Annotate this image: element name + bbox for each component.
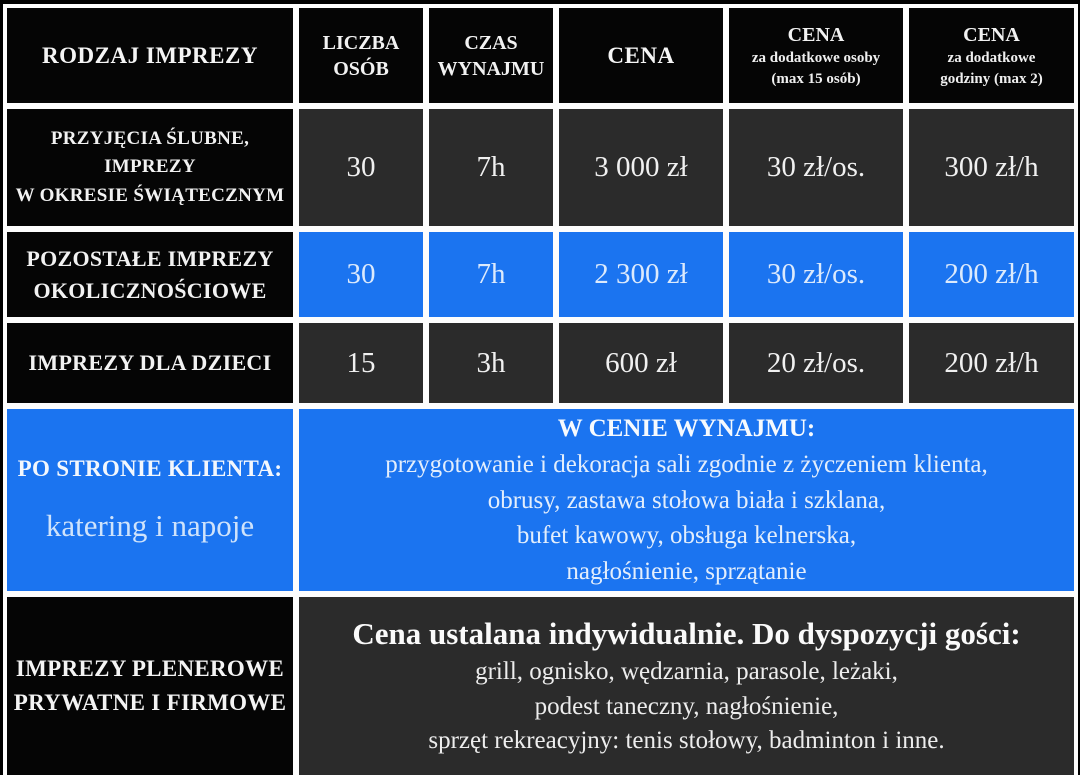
outdoor-content-line: podest taneczny, nagłośnienie, — [534, 692, 839, 720]
cell-value: 15 — [346, 346, 376, 379]
cell-cena — [559, 109, 723, 226]
header-label: CENA — [607, 42, 675, 68]
cell-value: 30 — [346, 258, 376, 290]
header-cell-liczba-osob — [299, 8, 423, 103]
client-content-title: W CENIE WYNAJMU: — [557, 414, 816, 442]
row-label-line: OKOLICZNOŚCIOWE — [33, 277, 267, 303]
price-table — [7, 8, 1074, 775]
cell-cena-dodatkowe-osoby — [729, 323, 903, 403]
cell-value: 300 zł/h — [944, 151, 1039, 183]
header-sublabel: za dodatkowe — [947, 50, 1036, 67]
cell-value: 3h — [476, 346, 506, 379]
cell-value: 3 000 zł — [594, 151, 688, 183]
client-section-content — [299, 409, 1074, 591]
client-label-title: PO STRONIE KLIENTA: — [17, 456, 283, 481]
cell-cena-dodatkowe-godziny — [909, 323, 1074, 403]
header-cell-cena-dodatkowe-godziny — [909, 8, 1074, 103]
row-label-line: IMPREZY — [104, 156, 196, 178]
client-content-line: bufet kawowy, obsługa kelnerska, — [516, 522, 857, 550]
cell-liczba-osob — [299, 109, 423, 226]
outdoor-label-line: PRYWATNE I FIRMOWE — [13, 690, 287, 715]
client-content-line: obrusy, zastawa stołowa biała i szklana, — [487, 486, 886, 514]
header-sublabel: (max 15 osób) — [771, 70, 861, 87]
header-label: CENA — [787, 24, 845, 47]
table-frame — [3, 4, 1078, 775]
cell-value: 600 zł — [605, 346, 677, 379]
cell-czas-wynajmu — [429, 109, 553, 226]
cell-cena — [559, 323, 723, 403]
cell-value: 200 zł/h — [944, 258, 1039, 290]
cell-liczba-osob — [299, 232, 423, 317]
outdoor-content-title: Cena ustalana indywidualnie. Do dyspozycji gości: — [352, 616, 1021, 652]
cell-czas-wynajmu — [429, 323, 553, 403]
outdoor-section-content — [299, 597, 1074, 775]
header-label: RODZAJ IMPREZY — [42, 42, 258, 68]
cell-cena-dodatkowe-osoby — [729, 109, 903, 226]
cell-value: 7h — [476, 151, 506, 183]
row-label-przyjecia-slubne — [7, 109, 293, 226]
row-label-imprezy-dla-dzieci — [7, 323, 293, 403]
header-cell-czas-wynajmu — [429, 8, 553, 103]
cell-value: 30 zł/os. — [766, 258, 866, 290]
cell-value: 30 zł/os. — [766, 151, 866, 183]
cell-cena-dodatkowe-godziny — [909, 232, 1074, 317]
outdoor-label-line: IMPREZY PLENEROWE — [15, 655, 285, 681]
header-label: CENA — [963, 24, 1020, 47]
client-label-text: katering i napoje — [45, 508, 255, 543]
outdoor-section-label — [7, 597, 293, 775]
cell-value: 200 zł/h — [944, 346, 1039, 379]
outdoor-content-line: grill, ognisko, wędzarnia, parasole, leżaki, — [475, 658, 898, 686]
cell-cena-dodatkowe-osoby — [729, 232, 903, 317]
cell-value: 7h — [476, 258, 506, 290]
header-label: WYNAJMU — [437, 57, 545, 80]
header-label: CZAS — [464, 31, 518, 54]
row-label-line: PRZYJĘCIA ŚLUBNE, — [50, 127, 250, 149]
header-sublabel: godziny (max 2) — [940, 70, 1043, 87]
cell-czas-wynajmu — [429, 232, 553, 317]
row-label-line: POZOSTAŁE IMPREZY — [26, 245, 274, 271]
cell-value: 2 300 zł — [594, 258, 688, 290]
cell-liczba-osob — [299, 323, 423, 403]
header-sublabel: za dodatkowe osoby — [751, 50, 881, 67]
header-cell-cena-dodatkowe-osoby — [729, 8, 903, 103]
header-cell-rodzaj-imprezy — [7, 8, 293, 103]
cell-value: 20 zł/os. — [766, 346, 866, 379]
client-content-line: nagłośnienie, sprzątanie — [566, 557, 807, 585]
header-label: OSÓB — [333, 57, 389, 80]
cell-cena-dodatkowe-godziny — [909, 109, 1074, 226]
header-label: LICZBA — [322, 31, 400, 54]
outdoor-content-line: sprzęt rekreacyjny: tenis stołowy, badminton i inne. — [428, 727, 945, 755]
row-label-line: IMPREZY DLA DZIECI — [28, 350, 272, 376]
header-cell-cena — [559, 8, 723, 103]
client-section-label — [7, 409, 293, 591]
cell-cena — [559, 232, 723, 317]
cell-value: 30 — [346, 151, 376, 183]
row-label-line: W OKRESIE ŚWIĄTECZNYM — [15, 184, 285, 206]
client-content-line: przygotowanie i dekoracja sali zgodnie z życzeniem klienta, — [385, 451, 988, 479]
row-label-pozostale-imprezy — [7, 232, 293, 317]
